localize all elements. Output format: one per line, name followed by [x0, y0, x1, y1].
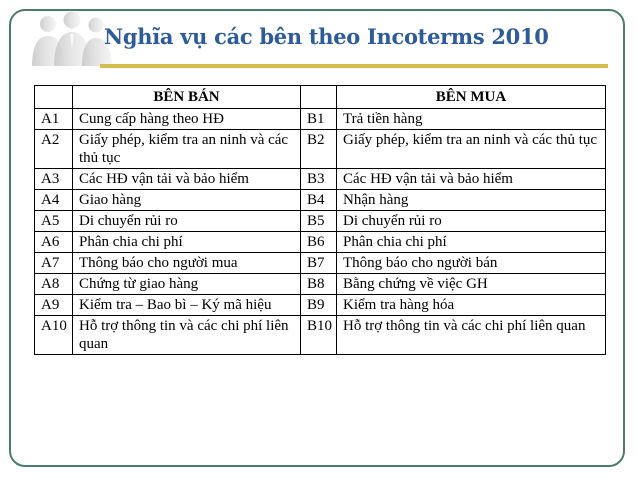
slide-title: Nghĩa vụ các bên theo Incoterms 2010 — [104, 24, 549, 49]
buyer-code: B6 — [301, 232, 337, 253]
table-row — [35, 130, 606, 169]
seller-code: A4 — [35, 190, 73, 211]
header-seller-code — [35, 86, 73, 109]
table-row — [35, 295, 606, 316]
buyer-item: Trả tiền hàng — [337, 109, 606, 130]
seller-code: A2 — [35, 130, 73, 169]
seller-code: A3 — [35, 169, 73, 190]
buyer-item: Thông báo cho người bán — [337, 253, 606, 274]
title-underline — [100, 64, 608, 68]
buyer-code: B2 — [301, 130, 337, 169]
table-row — [35, 274, 606, 295]
obligations-table — [34, 85, 606, 355]
buyer-item: Phân chia chi phí — [337, 232, 606, 253]
buyer-code: B10 — [301, 316, 337, 355]
buyer-code: B4 — [301, 190, 337, 211]
table-row — [35, 169, 606, 190]
table-header-row — [35, 86, 606, 109]
buyer-item: Kiểm tra hàng hóa — [337, 295, 606, 316]
buyer-item: Các HĐ vận tải và bảo hiểm — [337, 169, 606, 190]
obligations-table-container — [34, 85, 606, 355]
buyer-code: B9 — [301, 295, 337, 316]
seller-item: Thông báo cho người mua — [73, 253, 301, 274]
header-buyer: BÊN MUA — [337, 86, 606, 109]
table-row — [35, 211, 606, 232]
table-row — [35, 109, 606, 130]
seller-item: Hỗ trợ thông tin và các chi phí liên quan — [73, 316, 301, 355]
seller-code: A7 — [35, 253, 73, 274]
seller-code: A10 — [35, 316, 73, 355]
table-row — [35, 232, 606, 253]
buyer-code: B5 — [301, 211, 337, 232]
header-seller: BÊN BÁN — [73, 86, 301, 109]
seller-code: A6 — [35, 232, 73, 253]
header-buyer-code — [301, 86, 337, 109]
buyer-item: Bằng chứng về việc GH — [337, 274, 606, 295]
seller-code: A8 — [35, 274, 73, 295]
seller-code: A1 — [35, 109, 73, 130]
buyer-code: B1 — [301, 109, 337, 130]
buyer-item: Hỗ trợ thông tin và các chi phí liên quan — [337, 316, 606, 355]
seller-code: A9 — [35, 295, 73, 316]
seller-item: Chứng từ giao hàng — [73, 274, 301, 295]
table-row — [35, 190, 606, 211]
buyer-item: Nhận hàng — [337, 190, 606, 211]
seller-item: Giấy phép, kiểm tra an ninh và các thủ tục — [73, 130, 301, 169]
buyer-code: B8 — [301, 274, 337, 295]
buyer-item: Giấy phép, kiểm tra an ninh và các thủ tục — [337, 130, 606, 169]
seller-code: A5 — [35, 211, 73, 232]
table-row — [35, 316, 606, 355]
seller-item: Phân chia chi phí — [73, 232, 301, 253]
seller-item: Các HĐ vận tải và bảo hiểm — [73, 169, 301, 190]
buyer-code: B7 — [301, 253, 337, 274]
seller-item: Cung cấp hàng theo HĐ — [73, 109, 301, 130]
seller-item: Di chuyển rủi ro — [73, 211, 301, 232]
buyer-item: Di chuyển rủi ro — [337, 211, 606, 232]
table-row — [35, 253, 606, 274]
seller-item: Kiểm tra – Bao bì – Ký mã hiệu — [73, 295, 301, 316]
seller-item: Giao hàng — [73, 190, 301, 211]
buyer-code: B3 — [301, 169, 337, 190]
